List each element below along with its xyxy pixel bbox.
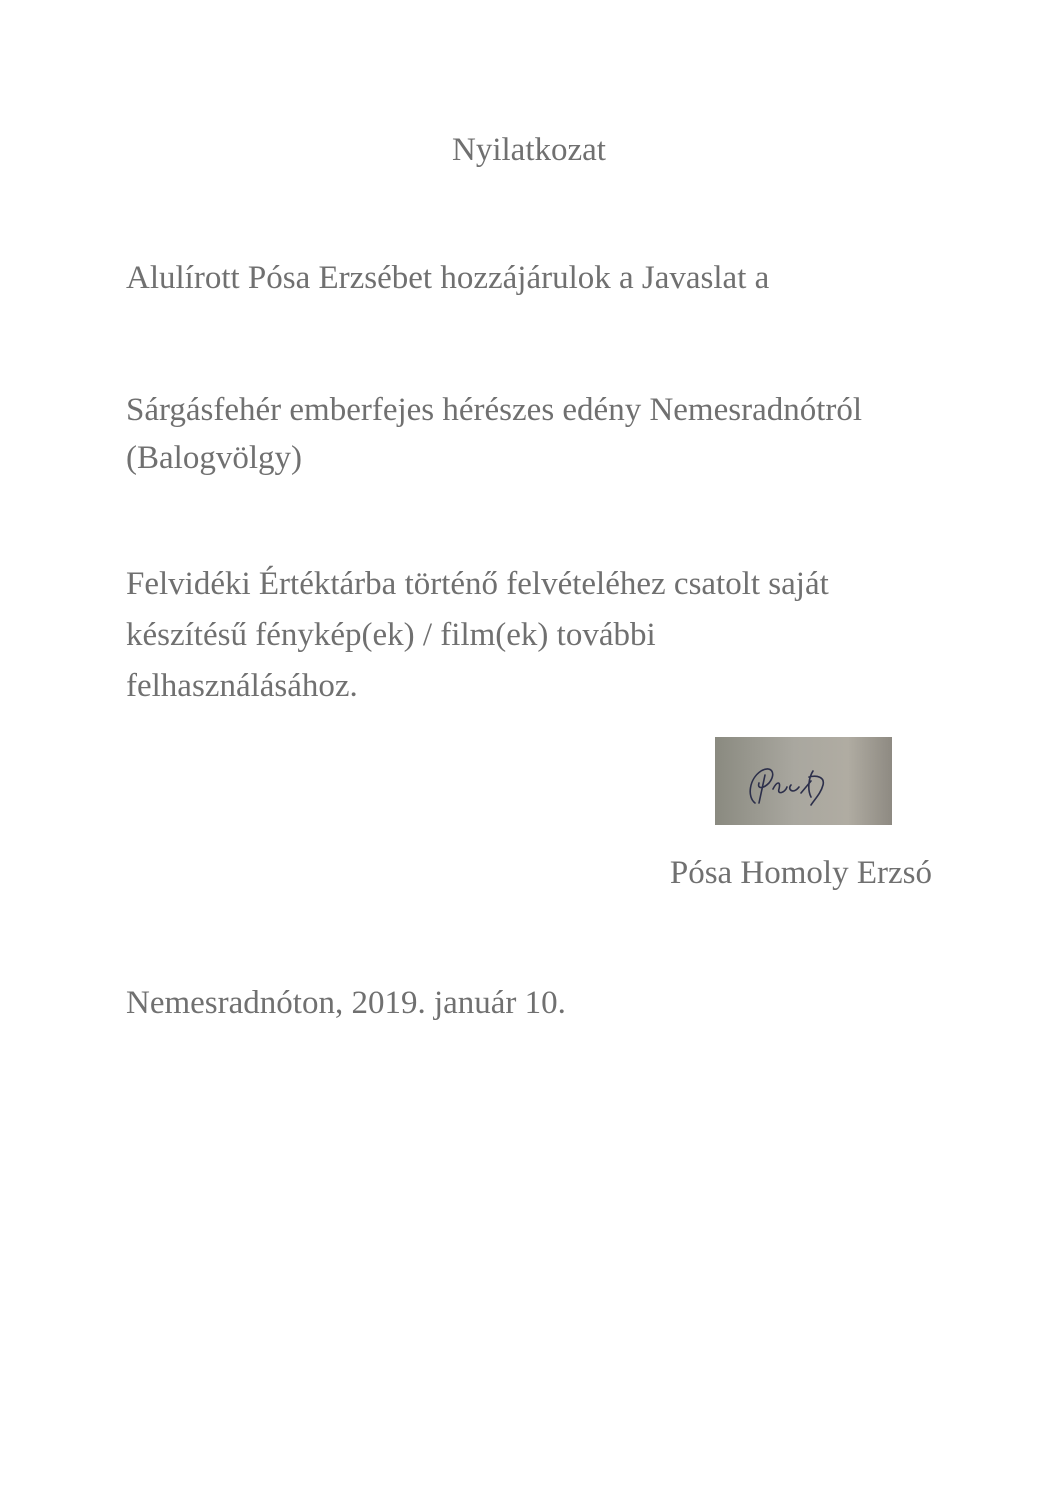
object-title-line-2: (Balogvölgy) bbox=[126, 440, 302, 476]
object-title-line-1: Sárgásfehér emberfejes hérészes edény Nemesradnótról bbox=[126, 392, 863, 428]
paragraph-purpose bbox=[126, 559, 926, 712]
purpose-line-1: Felvidéki Értéktárba történő felvételéhez csatolt saját bbox=[126, 566, 829, 602]
purpose-line-3: felhasználásához. bbox=[126, 668, 358, 704]
document-title: Nyilatkozat bbox=[452, 132, 606, 168]
signatory-name: Pósa Homoly Erzsó bbox=[669, 855, 932, 891]
purpose-line-2: készítésű fénykép(ek) / film(ek) további bbox=[126, 617, 656, 653]
signature-image bbox=[715, 737, 892, 825]
paragraph-consent: Alulírott Pósa Erzsébet hozzájárulok a Javaslat a bbox=[126, 260, 770, 296]
place-date: Nemesradnóton, 2019. január 10. bbox=[126, 985, 566, 1021]
